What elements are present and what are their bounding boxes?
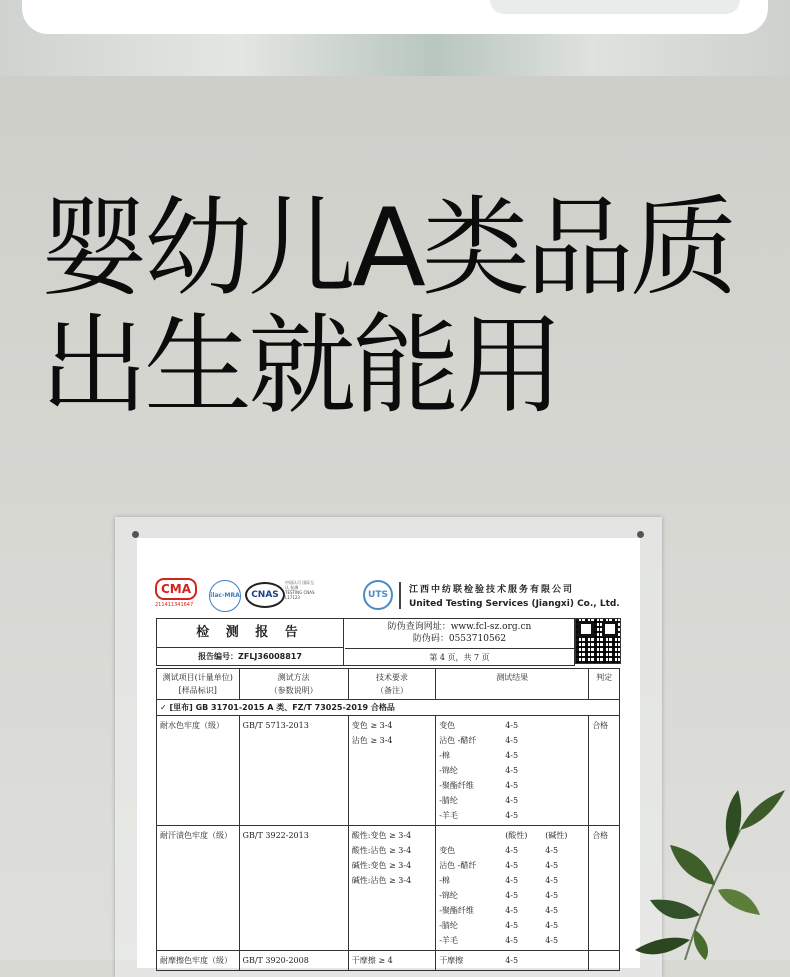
- pin-top-right: [637, 531, 644, 538]
- test-item: 耐摩擦色牢度（级）: [160, 956, 232, 965]
- column-header-label: 判定: [596, 673, 613, 682]
- top-card-shape: [490, 0, 740, 14]
- result-value: 4-5: [505, 846, 519, 855]
- column-header-label: 测试结果: [496, 673, 529, 682]
- result-line: [439, 843, 585, 858]
- top-card: [22, 0, 768, 34]
- column-header-label: 测试项目(计量单位): [162, 673, 233, 682]
- result-cell: [436, 716, 589, 826]
- result-line: [439, 718, 585, 733]
- result-line: [439, 828, 585, 843]
- result-value: [545, 793, 585, 808]
- requirement-line: 酸性:沾色 ≥ 3-4: [351, 846, 412, 855]
- result-line: [439, 953, 585, 968]
- result-value: -锦纶: [439, 766, 458, 775]
- table-header-row: [157, 669, 620, 700]
- column-header: [436, 669, 589, 700]
- result-value: -羊毛: [439, 936, 458, 945]
- column-header: [157, 669, 240, 700]
- test-method: GB/T 3922-2013: [242, 831, 309, 840]
- result-value: [439, 828, 505, 843]
- result-value: 4-5: [545, 846, 559, 855]
- requirement-line: 变色 ≥ 3-4: [351, 721, 393, 730]
- headline: [40, 186, 780, 429]
- test-method: GB/T 5713-2013: [242, 721, 309, 730]
- result-line: [439, 888, 585, 903]
- headline-line-2: 出生就能用: [40, 304, 561, 429]
- result-value: 4-5: [505, 876, 519, 885]
- column-header-note: （备注）: [375, 686, 408, 695]
- result-line: [439, 933, 585, 948]
- top-banner-strip: [0, 0, 790, 76]
- result-value: -棉: [439, 876, 450, 885]
- result-value: 4-5: [505, 811, 519, 820]
- result-value: -腈纶: [439, 796, 458, 805]
- test-report-document: [137, 538, 640, 968]
- report-title: 检 测 报 告: [157, 619, 344, 648]
- result-value: [545, 718, 585, 733]
- anti-fake-info: 防伪查询网址：www.fcl-sz.org.cn 防伪码：0553710562: [387, 622, 532, 644]
- plant-decoration: [590, 790, 790, 960]
- cnas-logo: CNAS: [245, 582, 285, 608]
- result-value: 干摩擦: [439, 956, 464, 965]
- judgement: 合格: [592, 831, 609, 840]
- result-value: -羊毛: [439, 811, 458, 820]
- result-value: (酸性): [505, 831, 528, 840]
- result-line: [439, 918, 585, 933]
- column-header: [239, 669, 348, 700]
- result-line: [439, 903, 585, 918]
- result-value: [545, 763, 585, 778]
- qr-code: [575, 618, 621, 664]
- result-value: 4-5: [505, 891, 519, 900]
- result-line: [439, 763, 585, 778]
- test-item: 耐汗渍色牢度（级）: [160, 831, 232, 840]
- result-value: [545, 748, 585, 763]
- result-value: (碱性): [545, 831, 568, 840]
- standard-row: ✓ [里布] GB 31701-2015 A 类、FZ/T 73025-2019 合格品: [157, 700, 620, 716]
- result-value: 沾色 -醋纤: [439, 861, 477, 870]
- result-line: [439, 778, 585, 793]
- column-header: [348, 669, 435, 700]
- result-value: 4-5: [505, 796, 519, 805]
- column-header-label: 技术要求: [375, 673, 408, 682]
- uts-logo: UTS: [363, 580, 393, 610]
- result-value: -腈纶: [439, 921, 458, 930]
- result-value: 4-5: [545, 906, 559, 915]
- table-row: [157, 951, 620, 971]
- report-number: 报告编号：ZFLJ36008817: [157, 648, 344, 665]
- pin-top-left: [132, 531, 139, 538]
- result-value: [545, 953, 585, 968]
- test-method: GB/T 3920-2008: [242, 956, 309, 965]
- cnas-small-text: 中国认可 国际互认 检测 TESTING CNAS L17123: [285, 580, 315, 600]
- result-value: -聚酯纤维: [439, 781, 474, 790]
- result-line: [439, 858, 585, 873]
- result-line: [439, 808, 585, 823]
- result-value: 变色: [439, 846, 456, 855]
- result-value: 4-5: [545, 876, 559, 885]
- requirement-line: 干摩擦 ≥ 4: [351, 956, 393, 965]
- result-line: [439, 873, 585, 888]
- result-value: 4-5: [505, 936, 519, 945]
- results-table: [156, 668, 620, 971]
- result-value: 沾色 -醋纤: [439, 736, 477, 745]
- result-value: [545, 733, 585, 748]
- result-value: [545, 808, 585, 823]
- result-value: 4-5: [545, 936, 559, 945]
- column-header-note: [样品标识]: [178, 686, 217, 695]
- result-value: -棉: [439, 751, 450, 760]
- column-header-note: （参数说明）: [269, 686, 318, 695]
- result-value: 4-5: [505, 781, 519, 790]
- result-line: [439, 748, 585, 763]
- column-header-label: 测试方法: [277, 673, 310, 682]
- result-value: 4-5: [545, 861, 559, 870]
- result-cell: [436, 951, 589, 971]
- result-value: 4-5: [505, 721, 519, 730]
- requirement-line: 碱性:沾色 ≥ 3-4: [351, 876, 412, 885]
- result-value: 变色: [439, 721, 456, 730]
- company-name: 江西中纺联检验技术服务有限公司 United Testing Services (Jiangxi) Co., Ltd.: [399, 582, 620, 609]
- table-row: [157, 826, 620, 951]
- result-value: 4-5: [545, 891, 559, 900]
- report-header: [156, 618, 575, 666]
- requirement-line: 沾色 ≥ 3-4: [351, 736, 393, 745]
- result-value: 4-5: [505, 921, 519, 930]
- result-value: 4-5: [505, 906, 519, 915]
- result-value: 4-5: [505, 861, 519, 870]
- ilac-mra-logo: ilac-MRA: [209, 580, 241, 612]
- requirement-line: 酸性:变色 ≥ 3-4: [351, 831, 412, 840]
- table-row: [157, 716, 620, 826]
- requirement-line: 碱性:变色 ≥ 3-4: [351, 861, 412, 870]
- judgement: 合格: [592, 721, 609, 730]
- test-item: 耐水色牢度（级）: [160, 721, 224, 730]
- result-value: 4-5: [545, 921, 559, 930]
- requirement-cell: [348, 716, 435, 826]
- result-cell: [436, 826, 589, 951]
- requirement-cell: [348, 826, 435, 951]
- cma-logo: CMA 211411341647: [155, 578, 199, 604]
- result-line: [439, 733, 585, 748]
- result-value: 4-5: [505, 766, 519, 775]
- result-value: 4-5: [505, 956, 519, 965]
- page-number: 第 4 页，共 7 页: [345, 648, 574, 666]
- headline-line-1: 婴幼儿A类品质: [40, 186, 734, 311]
- result-value: [545, 778, 585, 793]
- result-value: 4-5: [505, 736, 519, 745]
- result-value: -聚酯纤维: [439, 906, 474, 915]
- result-value: 4-5: [505, 751, 519, 760]
- result-value: -锦纶: [439, 891, 458, 900]
- column-header: [589, 669, 620, 700]
- result-line: [439, 793, 585, 808]
- requirement-cell: [348, 951, 435, 971]
